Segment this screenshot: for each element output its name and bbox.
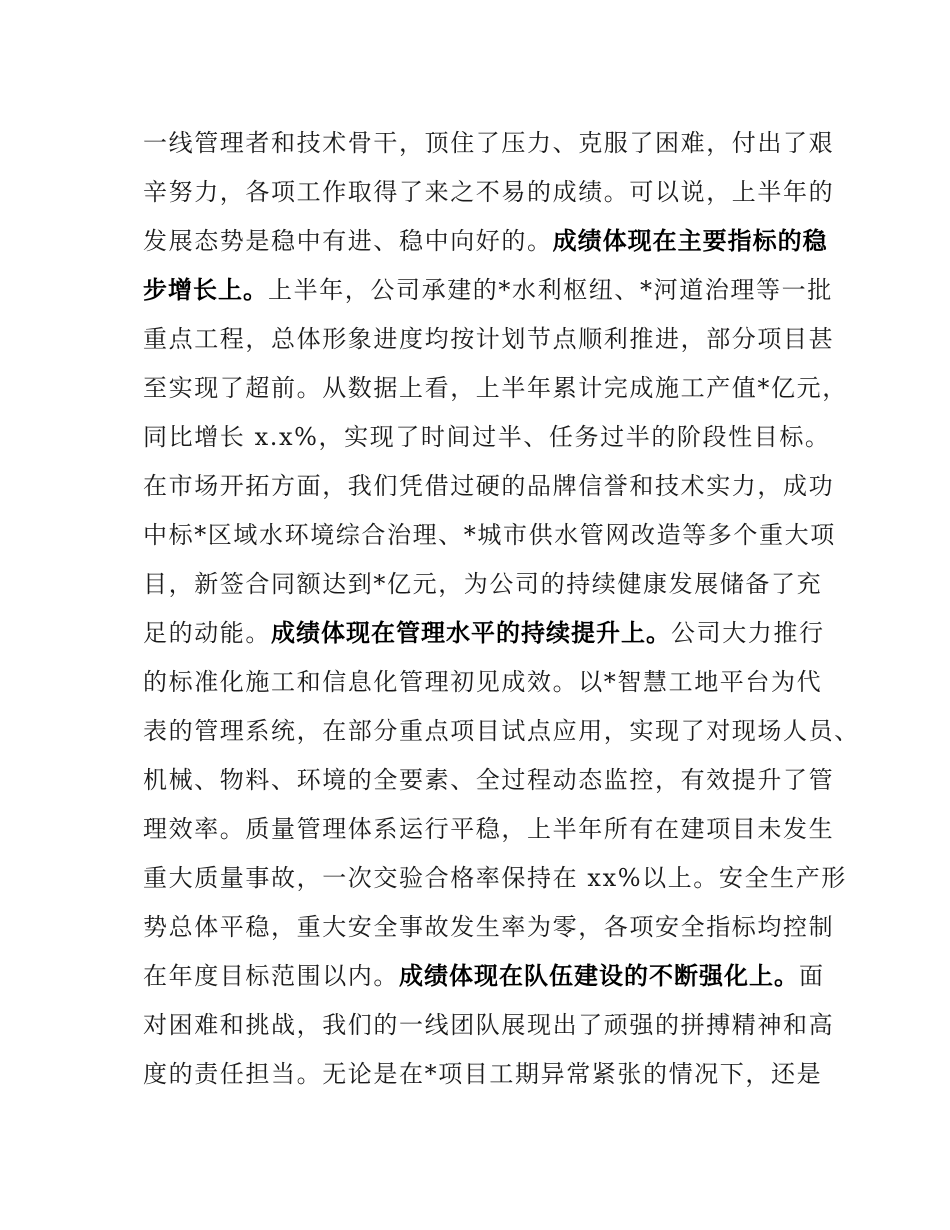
text-line	[143, 863, 847, 893]
bold-heading-segment: 步增长上。	[143, 276, 268, 304]
text-line	[143, 471, 834, 501]
text-segment: 在市场开拓方面，我们凭借过硬的品牌信誉和技术实力，成功	[143, 472, 835, 500]
text-segment: 上半年，公司承建的*水利枢纽、*河道治理等一批	[268, 276, 833, 304]
text-line	[143, 961, 825, 991]
text-line	[143, 667, 822, 697]
text-line	[143, 1010, 834, 1040]
text-line	[143, 373, 848, 403]
text-line	[143, 912, 834, 942]
text-segment: 势总体平稳，重大安全事故发生率为零，各项安全指标均控制	[143, 913, 835, 941]
text-line	[143, 1059, 822, 1089]
text-line	[143, 716, 860, 746]
text-segment: 在年度目标范围以内。	[143, 962, 399, 990]
text-line	[143, 226, 828, 256]
text-segment: 中标*区域水环境综合治理、*城市供水管网改造等多个重大项	[143, 521, 836, 549]
text-line	[143, 618, 825, 648]
text-segment: 同比增长 x.x%，实现了时间过半、任务过半的阶段性目标。	[143, 423, 831, 451]
bold-heading-segment: 成绩体现在队伍建设的不断强化上。	[399, 962, 799, 990]
text-line	[143, 765, 834, 795]
text-segment: 的标准化施工和信息化管理初见成效。以*智慧工地平台为代	[143, 668, 823, 696]
text-line	[143, 422, 831, 452]
text-segment: 表的管理系统，在部分重点项目试点应用，实现了对现场人员、	[143, 717, 860, 745]
text-segment: 度的责任担当。无论是在*项目工期异常紧张的情况下，还是	[143, 1060, 823, 1088]
text-segment: 发展态势是稳中有进、稳中向好的。	[143, 227, 553, 255]
text-line	[143, 814, 834, 844]
text-segment: 目，新签合同额达到*亿元，为公司的持续健康发展储备了充	[143, 570, 823, 598]
text-segment: 至实现了超前。从数据上看，上半年累计完成施工产值*亿元，	[143, 374, 848, 402]
text-segment: 辛努力，各项工作取得了来之不易的成绩。可以说，上半年的	[143, 178, 835, 206]
text-line	[143, 569, 822, 599]
bold-heading-segment: 成绩体现在主要指标的稳	[552, 227, 828, 255]
text-line	[143, 324, 834, 354]
text-line	[143, 177, 834, 207]
text-segment: 重点工程，总体形象进度均按计划节点顺利推进，部分项目甚	[143, 325, 835, 353]
text-segment: 公司大力推行	[671, 619, 825, 647]
text-line	[143, 520, 836, 550]
bold-heading-segment: 成绩体现在管理水平的持续提升上。	[271, 619, 671, 647]
text-segment: 理效率。质量管理体系运行平稳，上半年所有在建项目未发生	[143, 815, 835, 843]
text-line	[143, 128, 834, 158]
text-line	[143, 275, 833, 305]
text-segment: 对困难和挑战，我们的一线团队展现出了顽强的拼搏精神和高	[143, 1011, 835, 1039]
text-segment: 足的动能。	[143, 619, 271, 647]
text-segment: 一线管理者和技术骨干，顶住了压力、克服了困难，付出了艰	[143, 129, 835, 157]
text-segment: 重大质量事故，一次交验合格率保持在 xx%以上。安全生产形	[143, 864, 847, 892]
text-segment: 机械、物料、环境的全要素、全过程动态监控，有效提升了管	[143, 766, 835, 794]
text-segment: 面	[799, 962, 825, 990]
